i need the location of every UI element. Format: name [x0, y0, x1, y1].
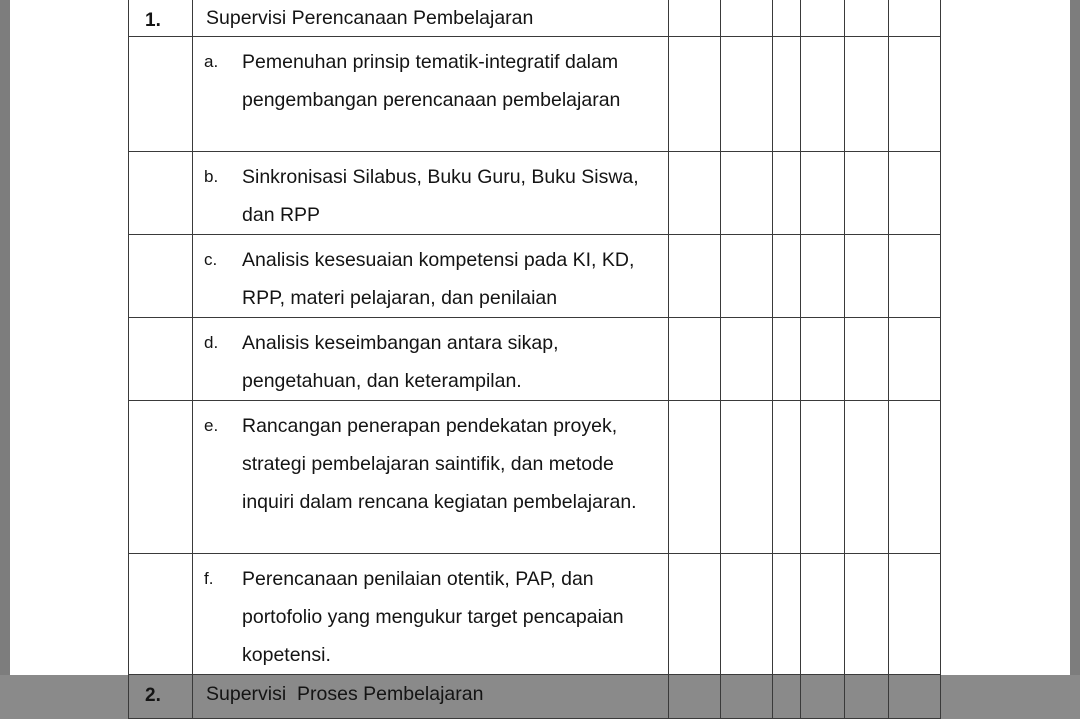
score-cell	[801, 152, 845, 235]
score-cell	[845, 401, 889, 554]
score-cell	[889, 318, 941, 401]
score-cell	[669, 401, 721, 554]
section-row	[129, 675, 941, 719]
score-cell	[801, 554, 845, 675]
table-row	[129, 152, 941, 235]
table-row	[129, 401, 941, 554]
item-cell	[193, 318, 669, 401]
score-cell	[889, 0, 941, 37]
score-cell	[801, 318, 845, 401]
score-cell	[773, 37, 801, 152]
score-cell	[773, 554, 801, 675]
number-cell	[129, 37, 193, 152]
number-cell	[129, 235, 193, 318]
score-cell	[845, 675, 889, 719]
score-cell	[773, 675, 801, 719]
document-page	[10, 0, 1070, 706]
score-cell	[721, 235, 773, 318]
table-row	[129, 554, 941, 675]
score-cell	[889, 235, 941, 318]
score-cell	[801, 0, 845, 37]
score-cell	[801, 401, 845, 554]
score-cell	[773, 318, 801, 401]
item-cell	[193, 37, 669, 152]
number-cell	[129, 318, 193, 401]
item-letter: a.	[204, 52, 219, 71]
score-cell	[889, 675, 941, 719]
score-cell	[721, 152, 773, 235]
score-cell	[669, 235, 721, 318]
item-text: Pemenuhan prinsip tematik-integratif dalam pengembangan perencanaan pembelajaran	[242, 51, 621, 111]
score-cell	[669, 0, 721, 37]
item-text: Analisis kesesuaian kompetensi pada KI, KD, RPP, materi pelajaran, dan penilaian	[242, 249, 635, 309]
number-cell	[129, 554, 193, 675]
section-number: 1.	[129, 0, 193, 37]
score-cell	[773, 235, 801, 318]
score-cell	[773, 401, 801, 554]
score-cell	[801, 235, 845, 318]
section-title: Supervisi Proses Pembelajaran	[193, 675, 669, 719]
number-cell	[129, 401, 193, 554]
score-cell	[845, 318, 889, 401]
score-cell	[721, 0, 773, 37]
score-cell	[889, 152, 941, 235]
item-cell	[193, 554, 669, 675]
score-cell	[845, 152, 889, 235]
item-text: Rancangan penerapan pendekatan proyek, strategi pembelajaran saintifik, dan metode inquiri dalam rencana kegiatan pembelajaran.	[242, 415, 637, 513]
score-cell	[721, 554, 773, 675]
item-text: Perencanaan penilaian otentik, PAP, dan portofolio yang mengukur target pencapaian kopetensi.	[242, 568, 624, 666]
viewer-right-edge	[1070, 0, 1080, 675]
score-cell	[889, 554, 941, 675]
viewer-left-edge	[0, 0, 10, 675]
section-row	[129, 0, 941, 37]
score-cell	[669, 37, 721, 152]
item-letter: f.	[204, 569, 214, 588]
score-cell	[669, 675, 721, 719]
score-cell	[669, 152, 721, 235]
item-letter: e.	[204, 416, 219, 435]
table-row	[129, 318, 941, 401]
score-cell	[801, 675, 845, 719]
score-cell	[773, 0, 801, 37]
score-cell	[721, 318, 773, 401]
score-cell	[801, 37, 845, 152]
item-letter: b.	[204, 167, 219, 186]
score-cell	[721, 401, 773, 554]
item-letter: d.	[204, 333, 219, 352]
score-cell	[721, 675, 773, 719]
score-cell	[845, 235, 889, 318]
supervision-checklist-table	[128, 0, 941, 719]
score-cell	[669, 554, 721, 675]
score-cell	[845, 0, 889, 37]
section-title: Supervisi Perencanaan Pembelajaran	[193, 0, 669, 37]
item-text: Analisis keseimbangan antara sikap, pengetahuan, dan keterampilan.	[242, 332, 559, 392]
score-cell	[845, 554, 889, 675]
score-cell	[721, 37, 773, 152]
score-cell	[669, 318, 721, 401]
table-row	[129, 37, 941, 152]
item-cell	[193, 401, 669, 554]
score-cell	[845, 37, 889, 152]
item-cell	[193, 235, 669, 318]
item-cell	[193, 152, 669, 235]
item-letter: c.	[204, 250, 218, 269]
score-cell	[889, 37, 941, 152]
table-row	[129, 235, 941, 318]
score-cell	[773, 152, 801, 235]
item-text: Sinkronisasi Silabus, Buku Guru, Buku Siswa, dan RPP	[242, 166, 639, 226]
section-number: 2.	[129, 675, 193, 719]
number-cell	[129, 152, 193, 235]
score-cell	[889, 401, 941, 554]
